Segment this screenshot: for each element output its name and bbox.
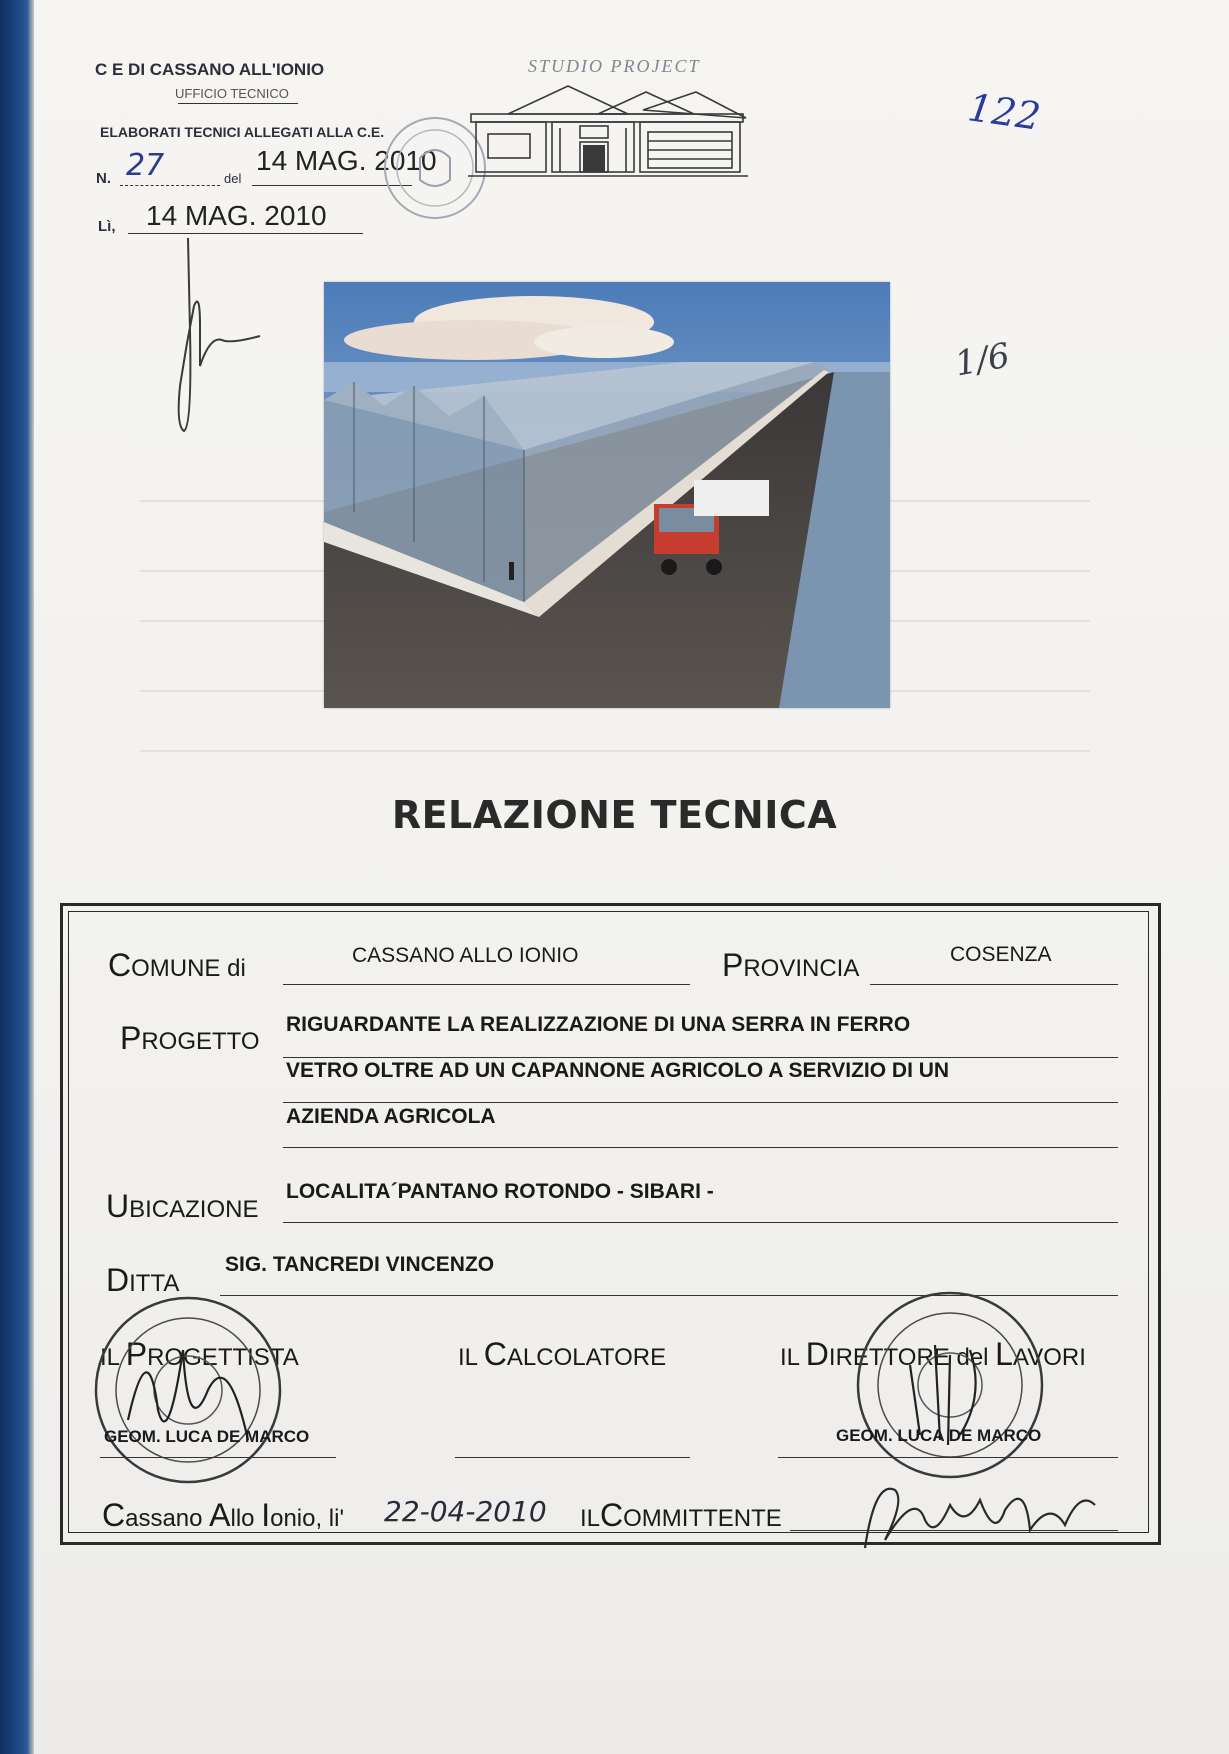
greenhouse-rendering: [324, 282, 890, 708]
direttore-rule: [778, 1457, 1118, 1458]
committente-signature: [855, 1470, 1115, 1560]
direttore-label: IL DIRETTORE del LAVORI: [780, 1336, 1086, 1372]
progetto-rule-1: [283, 1057, 1118, 1058]
progetto-line-3: AZIENDA AGRICOLA: [286, 1105, 496, 1128]
progettista-rule: [100, 1457, 336, 1458]
progettista-name: GEOM. LUCA DE MARCO: [104, 1427, 310, 1446]
handwritten-date: 22-04-2010: [384, 1495, 547, 1528]
stamp-li-label: Lì,: [98, 218, 116, 235]
official-signature: [170, 236, 280, 446]
provincia-value: COSENZA: [950, 943, 1052, 966]
stamp-office: C E DI CASSANO ALL'IONIO: [95, 60, 325, 79]
progettista-seal: [88, 1290, 288, 1490]
stamp-rule: [178, 103, 298, 104]
progettista-label: IL PROGETTISTA: [100, 1336, 299, 1372]
place-date-label: Cassano Allo Ionio, li': [102, 1497, 345, 1533]
direttore-seal: [850, 1285, 1050, 1485]
comune-value: CASSANO ALLO IONIO: [352, 944, 579, 967]
stamp-department: UFFICIO TECNICO: [175, 86, 289, 101]
calcolatore-rule: [455, 1457, 690, 1458]
binding-strip: [0, 0, 34, 1754]
ditta-label: DITTA: [106, 1262, 180, 1298]
stamp-n-rule: [120, 185, 220, 186]
ubicazione-rule: [283, 1222, 1118, 1223]
ditta-value: SIG. TANCREDI VINCENZO: [225, 1253, 495, 1276]
progetto-line-2: VETRO OLTRE AD UN CAPANNONE AGRICOLO A SERVIZIO DI UN: [286, 1059, 950, 1082]
provincia-label: PROVINCIA: [722, 947, 860, 983]
stamp-n-value: 27: [126, 148, 165, 183]
provincia-rule: [870, 984, 1118, 985]
studio-logo-label: STUDIO PROJECT: [528, 56, 701, 76]
calcolatore-label: IL CALCOLATORE: [458, 1336, 667, 1372]
ubicazione-value: LOCALITA´PANTANO ROTONDO - SIBARI -: [286, 1180, 714, 1203]
stamp-del-label: del: [224, 171, 242, 186]
stamp-n-label: N.: [96, 170, 111, 187]
page-number: 122: [965, 85, 1044, 139]
stamp-li-rule: [128, 233, 363, 234]
comune-rule: [283, 984, 690, 985]
sheet-fraction: 1/6: [951, 335, 1013, 385]
comune-label: COMUNE di: [108, 947, 246, 983]
stamp-li-date: 14 MAG. 2010: [146, 200, 327, 231]
document-title: RELAZIONE TECNICA: [391, 793, 838, 837]
stamp-del-date: 14 MAG. 2010: [256, 145, 437, 176]
direttore-name: GEOM. LUCA DE MARCO: [836, 1426, 1042, 1445]
progetto-line-1: RIGUARDANTE LA REALIZZAZIONE DI UNA SERRA IN FERRO: [286, 1013, 911, 1036]
progetto-rule-2: [283, 1102, 1118, 1103]
studio-logo-house: [468, 78, 748, 182]
committente-label: ILCOMMITTENTE: [580, 1497, 782, 1533]
progetto-rule-3: [283, 1147, 1118, 1148]
stamp-annex: ELABORATI TECNICI ALLEGATI ALLA C.E.: [100, 124, 385, 140]
progetto-label: PROGETTO: [120, 1020, 260, 1056]
ubicazione-label: UBICAZIONE: [106, 1188, 259, 1224]
